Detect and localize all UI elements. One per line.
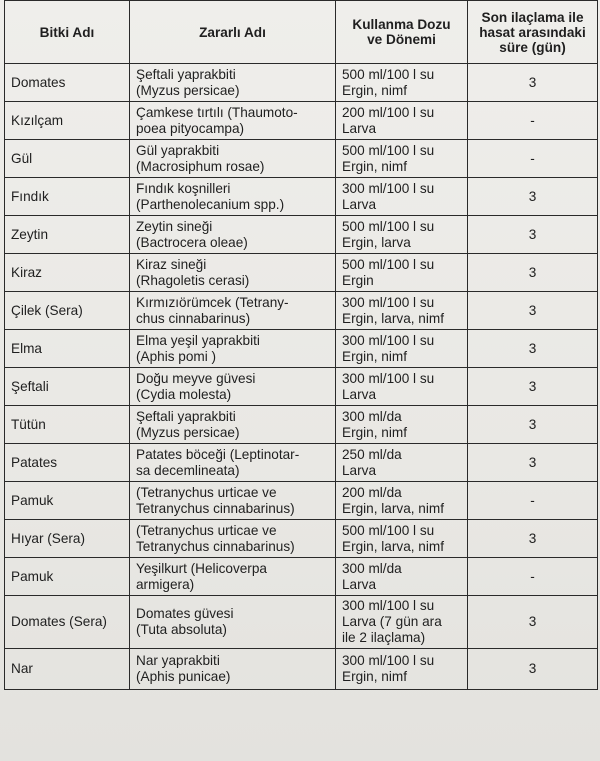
table-row xyxy=(5,368,598,406)
cell-pest: (Tetranychus urticae ve Tetranychus cinnabarinus) xyxy=(130,482,336,520)
cell-days: 3 xyxy=(468,64,598,102)
cell-pest: Doğu meyve güvesi (Cydia molesta) xyxy=(130,368,336,406)
cell-dose: 500 ml/100 l su Ergin, larva xyxy=(336,216,468,254)
cell-plant: Pamuk xyxy=(5,558,130,596)
table-row xyxy=(5,406,598,444)
cell-dose: 500 ml/100 l su Ergin, nimf xyxy=(336,64,468,102)
cell-plant: Şeftali xyxy=(5,368,130,406)
cell-pest: Domates güvesi (Tuta absoluta) xyxy=(130,596,336,649)
cell-pest: Kiraz sineği (Rhagoletis cerasi) xyxy=(130,254,336,292)
table-row xyxy=(5,64,598,102)
cell-pest: Kırmızıörümcek (Tetrany- chus cinnabarinus) xyxy=(130,292,336,330)
cell-plant: Fındık xyxy=(5,178,130,216)
cell-days: 3 xyxy=(468,216,598,254)
cell-dose: 500 ml/100 l su Ergin, larva, nimf xyxy=(336,520,468,558)
table-row xyxy=(5,178,598,216)
cell-dose: 300 ml/100 l su Ergin, nimf xyxy=(336,330,468,368)
cell-pest: (Tetranychus urticae ve Tetranychus cinnabarinus) xyxy=(130,520,336,558)
cell-dose: 300 ml/100 l su Ergin, larva, nimf xyxy=(336,292,468,330)
header-pest: Zararlı Adı xyxy=(130,1,336,64)
cell-dose: 300 ml/100 l su Larva (7 gün ara ile 2 ilaçlama) xyxy=(336,596,468,649)
cell-pest: Zeytin sineği (Bactrocera oleae) xyxy=(130,216,336,254)
cell-days: 3 xyxy=(468,254,598,292)
cell-pest: Çamkese tırtılı (Thaumoto- poea pityocampa) xyxy=(130,102,336,140)
cell-days: 3 xyxy=(468,649,598,690)
cell-dose: 300 ml/da Larva xyxy=(336,558,468,596)
table-row xyxy=(5,292,598,330)
table-row xyxy=(5,330,598,368)
cell-days: - xyxy=(468,102,598,140)
cell-dose: 500 ml/100 l su Ergin, nimf xyxy=(336,140,468,178)
cell-plant: Domates xyxy=(5,64,130,102)
header-plant: Bitki Adı xyxy=(5,1,130,64)
table-row xyxy=(5,596,598,649)
header-dose: Kullanma Dozu ve Dönemi xyxy=(336,1,468,64)
cell-plant: Pamuk xyxy=(5,482,130,520)
cell-plant: Tütün xyxy=(5,406,130,444)
cell-days: - xyxy=(468,482,598,520)
cell-pest: Şeftali yaprakbiti (Myzus persicae) xyxy=(130,406,336,444)
pesticide-usage-table xyxy=(4,0,598,690)
cell-pest: Nar yaprakbiti (Aphis punicae) xyxy=(130,649,336,690)
cell-days: 3 xyxy=(468,406,598,444)
cell-dose: 300 ml/100 l su Larva xyxy=(336,178,468,216)
table-body xyxy=(5,64,598,690)
cell-plant: Nar xyxy=(5,649,130,690)
header-preharvest-interval: Son ilaçlama ile hasat arasındaki süre (gün) xyxy=(468,1,598,64)
cell-dose: 200 ml/da Ergin, larva, nimf xyxy=(336,482,468,520)
cell-plant: Çilek (Sera) xyxy=(5,292,130,330)
table-row xyxy=(5,254,598,292)
cell-days: 3 xyxy=(468,330,598,368)
cell-pest: Gül yaprakbiti (Macrosiphum rosae) xyxy=(130,140,336,178)
cell-dose: 200 ml/100 l su Larva xyxy=(336,102,468,140)
cell-dose: 300 ml/100 l su Ergin, nimf xyxy=(336,649,468,690)
cell-days: - xyxy=(468,140,598,178)
cell-dose: 300 ml/da Ergin, nimf xyxy=(336,406,468,444)
cell-plant: Hıyar (Sera) xyxy=(5,520,130,558)
table-row xyxy=(5,102,598,140)
cell-pest: Patates böceği (Leptinotar- sa decemlineata) xyxy=(130,444,336,482)
cell-dose: 300 ml/100 l su Larva xyxy=(336,368,468,406)
table-row xyxy=(5,558,598,596)
cell-pest: Şeftali yaprakbiti (Myzus persicae) xyxy=(130,64,336,102)
cell-days: 3 xyxy=(468,520,598,558)
cell-pest: Elma yeşil yaprakbiti (Aphis pomi ) xyxy=(130,330,336,368)
cell-dose: 500 ml/100 l su Ergin xyxy=(336,254,468,292)
cell-plant: Patates xyxy=(5,444,130,482)
cell-plant: Gül xyxy=(5,140,130,178)
cell-pest: Fındık koşnilleri (Parthenolecanium spp.) xyxy=(130,178,336,216)
table-row xyxy=(5,649,598,690)
cell-dose: 250 ml/da Larva xyxy=(336,444,468,482)
table-row xyxy=(5,140,598,178)
table-row xyxy=(5,520,598,558)
cell-days: 3 xyxy=(468,444,598,482)
cell-days: - xyxy=(468,558,598,596)
cell-pest: Yeşilkurt (Helicoverpa armigera) xyxy=(130,558,336,596)
cell-plant: Domates (Sera) xyxy=(5,596,130,649)
table-header-row xyxy=(5,1,598,64)
cell-days: 3 xyxy=(468,292,598,330)
cell-days: 3 xyxy=(468,596,598,649)
table-row xyxy=(5,444,598,482)
cell-plant: Elma xyxy=(5,330,130,368)
table-row xyxy=(5,216,598,254)
cell-days: 3 xyxy=(468,178,598,216)
cell-plant: Kızılçam xyxy=(5,102,130,140)
cell-plant: Kiraz xyxy=(5,254,130,292)
cell-plant: Zeytin xyxy=(5,216,130,254)
table-row xyxy=(5,482,598,520)
cell-days: 3 xyxy=(468,368,598,406)
